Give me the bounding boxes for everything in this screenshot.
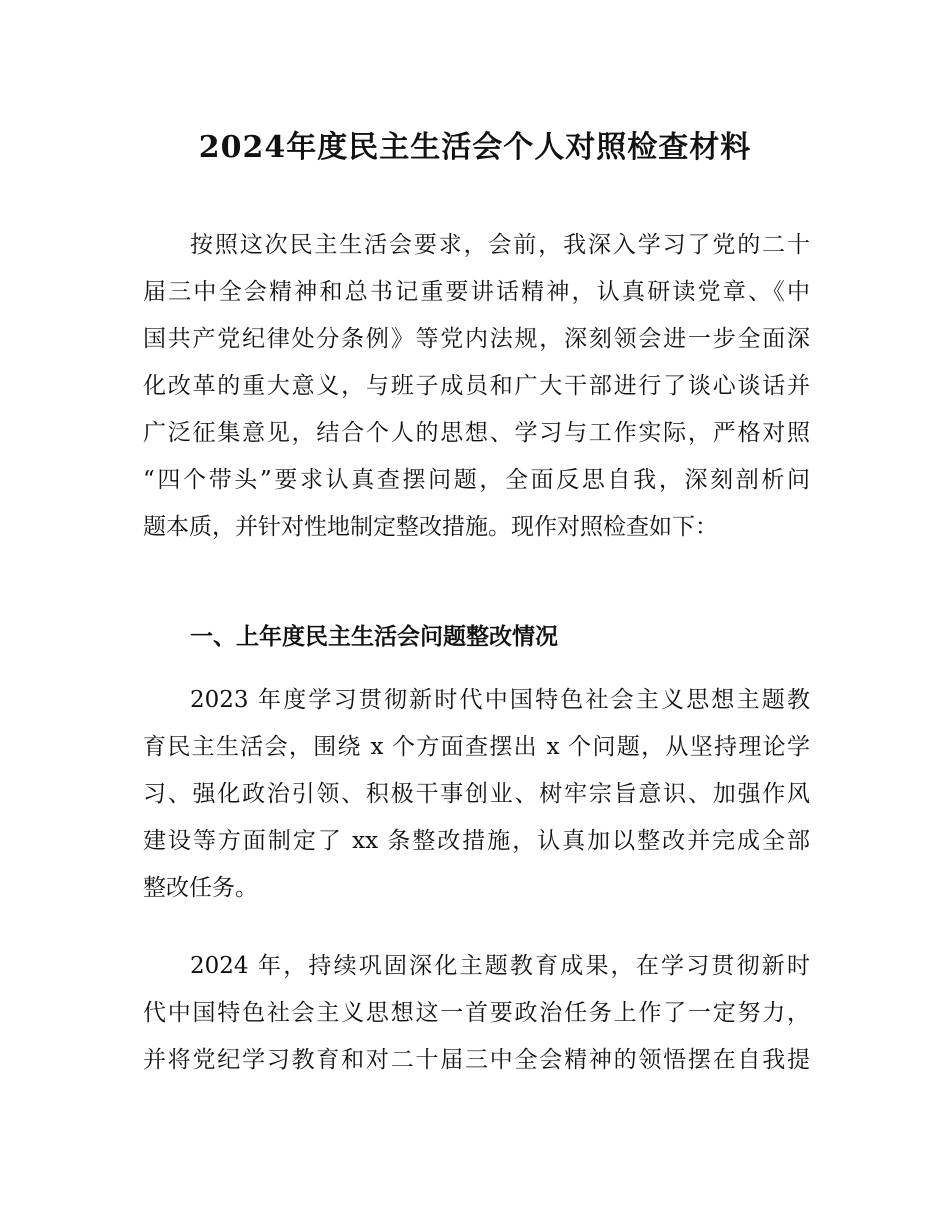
text-line: 建设等方面制定了 xx 条整改措施，认真加以整改并完成全部 xyxy=(143,828,810,854)
text-line: 广泛征集意见，结合个人的思想、学习与工作实际，严格对照 xyxy=(143,420,810,446)
section-heading: 一、上年度民主生活会问题整改情况 xyxy=(190,623,558,650)
text-line: 届三中全会精神和总书记重要讲话精神，认真研读党章、《中 xyxy=(143,279,810,305)
text-line: 整改任务。 xyxy=(143,875,258,901)
text-line: 习、强化政治引领、积极干事创业、树牢宗旨意识、加强作风 xyxy=(143,781,810,807)
text-line: “四个带头”要求认真查摆问题，全面反思自我，深刻剖析问 xyxy=(143,467,810,493)
text-line: 并将党纪学习教育和对二十届三中全会精神的领悟摆在自我提 xyxy=(143,1047,810,1073)
text-line: 化改革的重大意义，与班子成员和广大干部进行了谈心谈话并 xyxy=(143,373,810,399)
text-line: 国共产党纪律处分条例》等党内法规，深刻领会进一步全面深 xyxy=(143,326,810,352)
text-line: 按照这次民主生活会要求，会前，我深入学习了党的二十 xyxy=(190,232,810,258)
text-line: 题本质，并针对性地制定整改措施。现作对照检查如下： xyxy=(143,514,718,540)
text-line: 代中国特色社会主义思想这一首要政治任务上作了一定努力， xyxy=(143,1000,810,1026)
document-title: 2024年度民主生活会个人对照检查材料 xyxy=(198,130,752,165)
text-line: 2023 年度学习贯彻新时代中国特色社会主义思想主题教 xyxy=(190,687,810,713)
text-line: 育民主生活会，围绕 x 个方面查摆出 x 个问题，从坚持理论学 xyxy=(143,734,810,760)
text-line: 2024 年，持续巩固深化主题教育成果，在学习贯彻新时 xyxy=(190,953,810,979)
